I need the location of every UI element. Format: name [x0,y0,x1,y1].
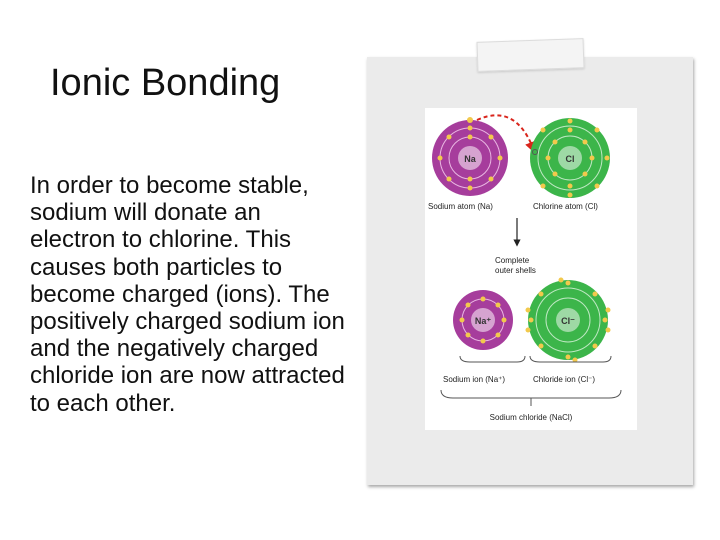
sodium-chloride-bracket [441,390,621,398]
sodium-atom-label: Sodium atom (Na) [428,202,493,211]
ionic-bond-diagram [425,108,637,430]
na-symbol: Na [464,154,476,164]
cl-ion-symbol: Cl⁻ [561,316,575,326]
cl-symbol: Cl [565,154,575,164]
sodium-ion [453,290,513,350]
sodium-ion-bracket [460,356,525,362]
sodium-chloride-label: Sodium chloride (NaCl) [489,413,573,422]
na-ion-symbol: Na⁺ [474,316,492,326]
chlorine-atom [530,118,610,198]
tape-strip [477,38,585,72]
chloride-ion [526,278,611,363]
complete-label-1: Complete [495,256,530,265]
chlorine-atom-label: Chlorine atom (Cl) [533,202,598,211]
sodium-atom [432,117,508,196]
body-paragraph: In order to become stable, sodium will donate an electron to chlorine. This causes both particles to become charged (ions). The positively charged sodium ion and the negatively charged chloride ion are now attracted to each other. [30,172,345,417]
complete-label-2: outer shells [495,266,536,275]
sodium-ion-label: Sodium ion (Na⁺) [443,375,506,384]
chloride-ion-label: Chloride ion (Cl⁻) [533,375,596,384]
slide-title: Ionic Bonding [50,62,281,104]
